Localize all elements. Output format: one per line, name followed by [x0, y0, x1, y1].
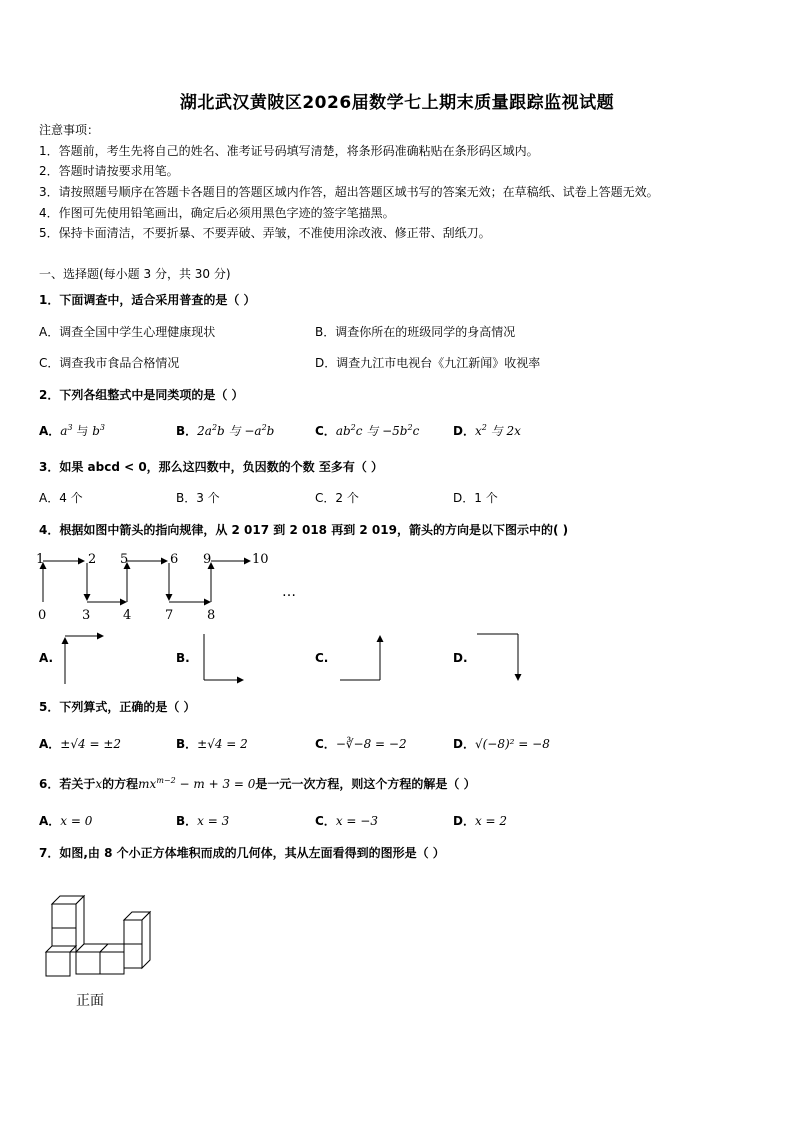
option-a-arrow-figure: [55, 628, 115, 688]
notice-item-1: 1．答题前，考生先将自己的姓名、准考证号码填写清楚，将条形码准确粘贴在条形码区域内。: [39, 144, 539, 158]
question-1-stem: 1．下面调查中，适合采用普查的是（ ）: [39, 293, 256, 307]
seq-label: 2: [88, 552, 97, 567]
section-heading: 一、选择题(每小题 3 分，共 30 分): [39, 267, 231, 281]
question-4-option-b-label: B.: [176, 651, 190, 665]
seq-label: 0: [38, 608, 47, 623]
seq-label: 9: [203, 552, 212, 567]
page-title: 湖北武汉黄陂区2026届数学七上期末质量跟踪监视试题: [179, 93, 615, 113]
question-6-option-d: D．x = 2: [453, 814, 508, 828]
seq-label: 4: [123, 608, 132, 623]
question-6-stem: 6．若关于x的方程$mx^{m-2} - m + 3 = 0$是一元一次方程，则这个方程的解是（ ）: [39, 776, 476, 791]
question-5-option-b: B．±√4 = 2: [176, 737, 248, 751]
question-2-option-a: A．$a^3$ 与 $b^3$: [39, 423, 105, 438]
question-1-option-a: A．调查全国中学生心理健康现状: [39, 325, 216, 339]
question-4-option-d-label: D.: [453, 651, 468, 665]
question-5-option-c: C．−∛−8 = −2: [315, 737, 407, 751]
question-6-option-a: A．x = 0: [39, 814, 93, 828]
seq-label: 3: [82, 608, 91, 623]
cube-stack-figure: [40, 888, 160, 983]
question-3-option-b: B．3 个: [176, 491, 220, 505]
question-3-option-a: A．4 个: [39, 491, 83, 505]
question-4-stem: 4．根据如图中箭头的指向规律，从 2 017 到 2 018 再到 2 019，箭头的方向是以下图示中的( ): [39, 523, 569, 537]
seq-label: 10: [252, 552, 269, 567]
question-5-option-d: D．√(−8)² = −8: [453, 737, 550, 751]
option-d-arrow-figure: [472, 628, 532, 688]
ellipsis: …: [282, 584, 299, 600]
question-2-stem: 2．下列各组整式中是同类项的是（ ）: [39, 388, 244, 402]
question-5-stem: 5．下列算式，正确的是（ ）: [39, 700, 196, 714]
question-1-option-c: C．调查我市食品合格情况: [39, 356, 180, 370]
question-3-stem: 3．如果 abcd < 0，那么这四数中，负因数的个数 至多有（ ）: [39, 460, 384, 474]
seq-label: 7: [165, 608, 174, 623]
notice-item-5: 5．保持卡面清洁，不要折暴、不要弄破、弄皱，不准使用涂改液、修正带、刮纸刀。: [39, 226, 491, 240]
notice-item-4: 4．作图可先使用铅笔画出，确定后必须用黑色字迹的签字笔描黑。: [39, 206, 395, 220]
notice-heading: 注意事项：: [39, 123, 100, 137]
option-b-arrow-figure: [195, 628, 255, 688]
seq-label: 5: [120, 552, 129, 567]
question-1-option-b: B．调查你所在的班级同学的身高情况: [315, 325, 516, 339]
question-2-option-c: C．$ab^2c$ 与 $-5b^2c$: [315, 423, 420, 438]
option-c-arrow-figure: [335, 628, 395, 688]
question-2-option-b: B．$2a^2b$ 与 $-a^2b$: [176, 423, 275, 438]
seq-label: 1: [36, 552, 45, 567]
question-6-option-b: B．x = 3: [176, 814, 230, 828]
question-1-option-d: D．调查九江市电视台《九江新闻》收视率: [315, 356, 541, 370]
question-5-option-a: A．±√4 = ±2: [39, 737, 122, 751]
notice-item-2: 2．答题时请按要求用笔。: [39, 164, 179, 178]
question-4-option-a-label: A.: [39, 651, 54, 665]
question-2-option-d: D．$x^2$ 与 2x: [453, 423, 521, 438]
question-3-option-c: C．2 个: [315, 491, 359, 505]
question-4-option-c-label: C.: [315, 651, 329, 665]
notice-item-3: 3．请按照题号顺序在答题卡各题目的答题区域内作答，超出答题区域书写的答案无效；在草稿纸、试卷上答题无效。: [39, 185, 659, 199]
figure-caption: 正面: [76, 993, 104, 1009]
question-6-option-c: C．x = −3: [315, 814, 378, 828]
question-3-option-d: D．1 个: [453, 491, 498, 505]
seq-label: 6: [170, 552, 179, 567]
seq-label: 8: [207, 608, 216, 623]
question-7-stem: 7．如图,由 8 个小正方体堆积而成的几何体，其从左面看得到的图形是（ ）: [39, 846, 445, 860]
